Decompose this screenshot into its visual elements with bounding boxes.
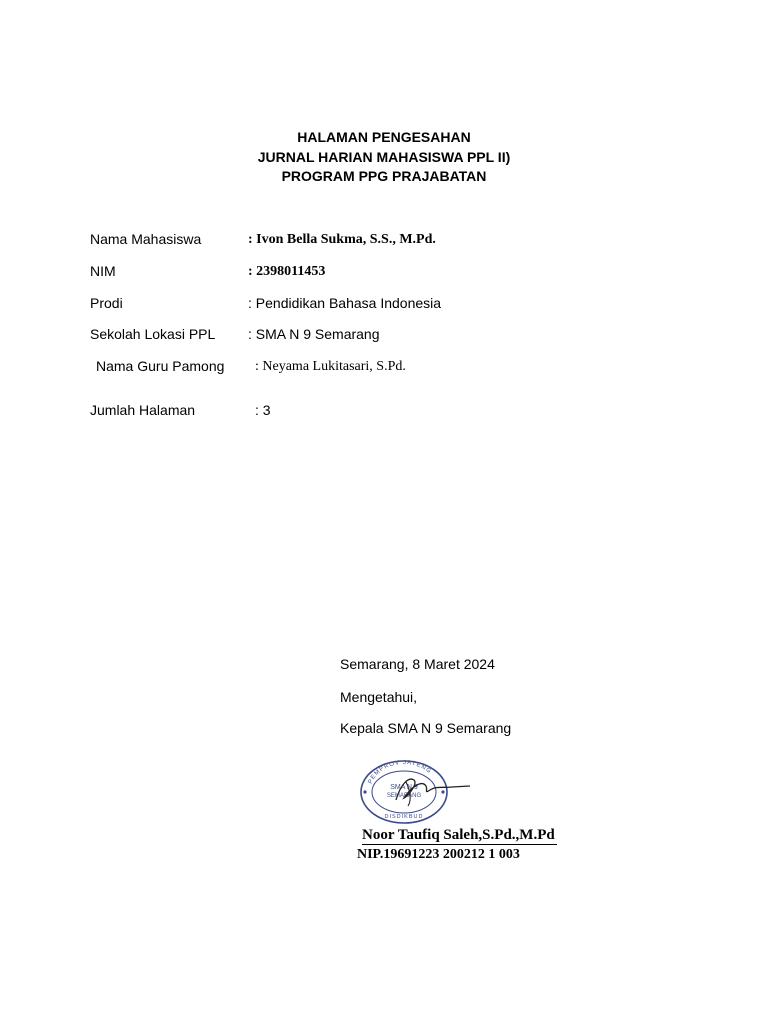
principal-name: Noor Taufiq Saleh,S.Pd.,M.Pd bbox=[362, 827, 555, 843]
sekolah-label: Sekolah Lokasi PPL bbox=[90, 326, 216, 342]
prodi-label: Prodi bbox=[90, 295, 123, 311]
school-stamp-and-signature-icon bbox=[356, 756, 476, 826]
prodi-value: : Pendidikan Bahasa Indonesia bbox=[248, 295, 442, 311]
nama-mahasiswa-label: Nama Mahasiswa bbox=[90, 231, 202, 247]
stamp-center-text-1: SMA N 9 bbox=[390, 784, 418, 791]
jumlah-halaman-label: Jumlah Halaman bbox=[90, 402, 196, 418]
document-title-line3: PROGRAM PPG PRAJABATAN bbox=[281, 168, 487, 184]
sekolah-value: : SMA N 9 Semarang bbox=[248, 326, 380, 342]
principal-position: Kepala SMA N 9 Semarang bbox=[340, 720, 512, 736]
stamp-bottom-text: DISDIKBUD bbox=[384, 814, 424, 820]
principal-nip: NIP.19691223 200212 1 003 bbox=[357, 847, 520, 862]
stamp-top-text: PEMPROV JATENG bbox=[367, 759, 433, 785]
document-title-line1: HALAMAN PENGESAHAN bbox=[297, 129, 471, 145]
guru-pamong-label: Nama Guru Pamong bbox=[96, 358, 225, 374]
acknowledged-text: Mengetahui, bbox=[340, 689, 418, 705]
place-date: Semarang, 8 Maret 2024 bbox=[340, 656, 495, 672]
nim-value: : 2398011453 bbox=[248, 264, 326, 279]
jumlah-halaman-value: : 3 bbox=[255, 402, 271, 418]
stamp-center-text-2: SEMARANG bbox=[386, 793, 422, 799]
nama-mahasiswa-value: : Ivon Bella Sukma, S.S., M.Pd. bbox=[248, 232, 436, 247]
guru-pamong-value: : Neyama Lukitasari, S.Pd. bbox=[255, 359, 406, 374]
document-title-line2: JURNAL HARIAN MAHASISWA PPL II) bbox=[257, 149, 511, 165]
nim-label: NIM bbox=[90, 263, 116, 279]
